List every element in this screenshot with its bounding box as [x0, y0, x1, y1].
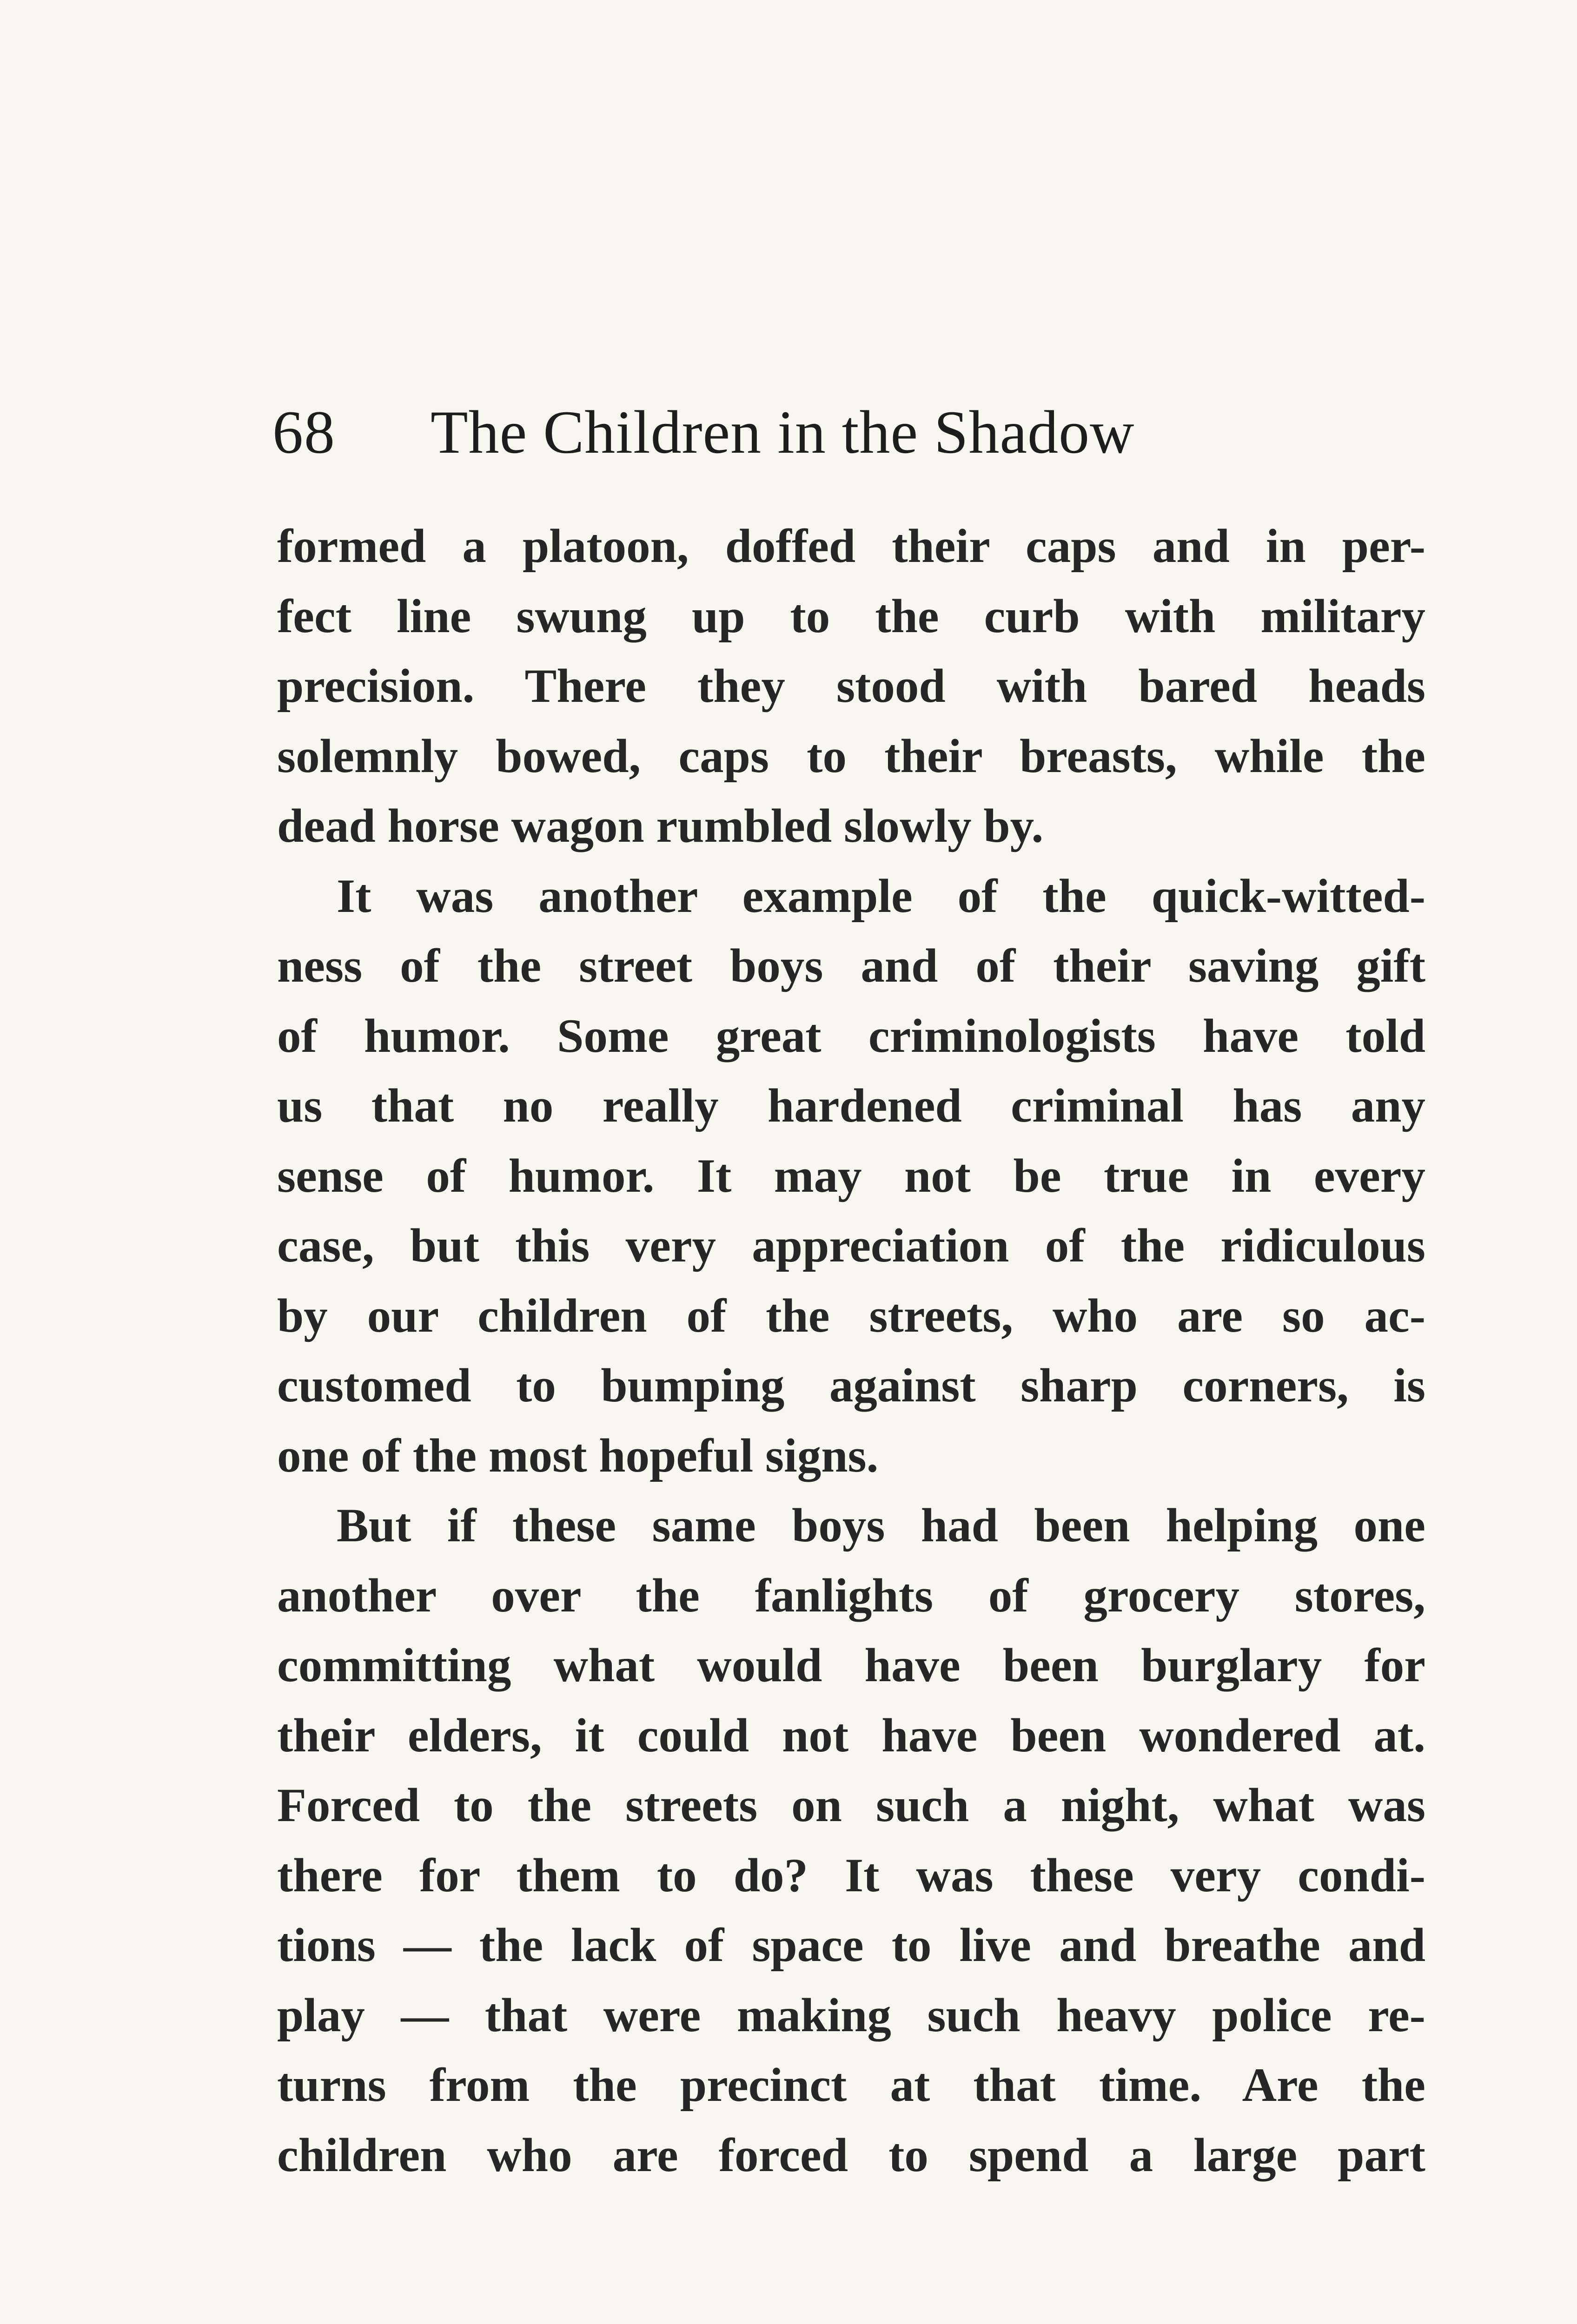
text-line: precision. There they stood with bared heads: [277, 660, 1425, 713]
text-line: tions — the lack of space to live and breathe and: [277, 1919, 1425, 1972]
text-line: It was another example of the quick-witted-: [337, 869, 1425, 923]
body-text: [277, 511, 1425, 2190]
text-line: their elders, it could not have been wondered at.: [277, 1709, 1425, 1762]
text-line: But if these same boys had been helping one: [337, 1499, 1425, 1552]
text-line: by our children of the streets, who are so ac-: [277, 1289, 1425, 1342]
text-line: play — that were making such heavy police re-: [277, 1988, 1425, 2042]
text-line: dead horse wagon rumbled slowly by.: [277, 799, 1044, 852]
text-line: of humor. Some great criminologists have told: [277, 1009, 1425, 1063]
text-line: fect line swung up to the curb with military: [277, 589, 1425, 643]
text-line: case, but this very appreciation of the ridiculous: [277, 1219, 1425, 1272]
text-line: solemnly bowed, caps to their breasts, while the: [277, 729, 1425, 783]
running-title: The Children in the Shadow: [431, 398, 1135, 466]
text-line: committing what would have been burglary for: [277, 1639, 1425, 1692]
text-line: sense of humor. It may not be true in every: [277, 1149, 1425, 1202]
text-line: another over the fanlights of grocery stores,: [277, 1569, 1425, 1622]
text-line: Forced to the streets on such a night, what was: [277, 1779, 1425, 1832]
text-line: turns from the precinct at that time. Are the: [277, 2059, 1425, 2112]
page-header: [272, 393, 1435, 472]
page-number: 68: [272, 398, 336, 466]
text-line: children who are forced to spend a large part: [277, 2128, 1425, 2182]
text-line: there for them to do? It was these very condi-: [277, 1849, 1425, 1902]
text-line: one of the most hopeful signs.: [277, 1429, 879, 1482]
text-line: us that no really hardened criminal has any: [277, 1079, 1425, 1132]
text-line: formed a platoon, doffed their caps and in per-: [277, 520, 1425, 573]
text-line: customed to bumping against sharp corners, is: [277, 1359, 1425, 1412]
text-line: ness of the street boys and of their saving gift: [277, 939, 1425, 992]
